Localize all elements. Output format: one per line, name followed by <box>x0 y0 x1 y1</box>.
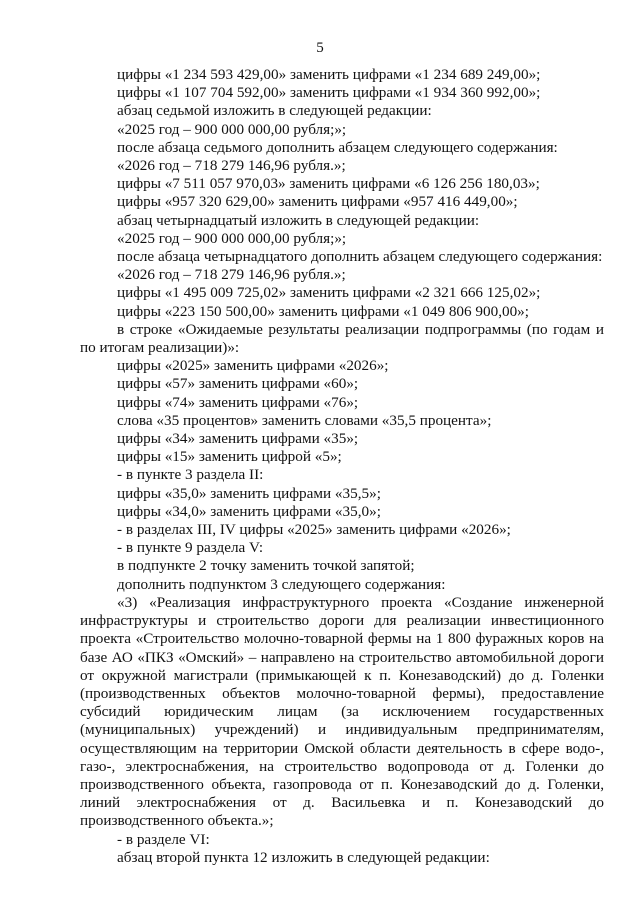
text-line: цифры «57» заменить цифрами «60»; <box>117 375 359 393</box>
text-line: производственного объекта.»; <box>80 812 274 830</box>
text-line: субсидий юридическим лицам (за исключением государственных <box>80 703 604 721</box>
text-line: газо-, электроснабжения, на строительство водопровода от д. Голенки до <box>80 757 604 775</box>
text-line: осуществляющим на территории Омской области деятельность в сфере водо-, <box>80 739 604 757</box>
text-line: цифры «34» заменить цифрами «35»; <box>117 430 359 448</box>
text-line: после абзаца четырнадцатого дополнить абзацем следующего содержания: <box>117 248 603 266</box>
document-body <box>80 66 604 867</box>
text-line: - в пункте 9 раздела V: <box>117 539 264 557</box>
text-line: цифры «1 234 593 429,00» заменить цифрами «1 234 689 249,00»; <box>117 66 541 83</box>
text-line: (муниципальных) учреждений) и индивидуальным предпринимателям, <box>80 721 604 739</box>
text-line: цифры «1 495 009 725,02» заменить цифрами «2 321 666 125,02»; <box>117 284 541 302</box>
text-line: «2026 год – 718 279 146,96 рубля.»; <box>117 157 346 175</box>
text-line: цифры «2025» заменить цифрами «2026»; <box>117 357 389 375</box>
text-line: в строке «Ожидаемые результаты реализации подпрограммы (по годам и <box>117 320 604 338</box>
text-line: после абзаца седьмого дополнить абзацем следующего содержания: <box>117 138 558 156</box>
text-line: - в пункте 3 раздела II: <box>117 466 264 484</box>
text-line: «2025 год – 900 000 000,00 рубля;»; <box>117 120 347 138</box>
text-line: цифры «35,0» заменить цифрами «35,5»; <box>117 484 381 502</box>
text-line: - в разделе VI: <box>117 830 210 848</box>
text-line: цифры «15» заменить цифрой «5»; <box>117 448 342 466</box>
text-line: абзац седьмой изложить в следующей редакции: <box>117 102 432 120</box>
text-line: «2026 год – 718 279 146,96 рубля.»; <box>117 266 346 284</box>
text-line: «3) «Реализация инфраструктурного проекта «Создание инженерной <box>117 593 604 611</box>
text-line: инфраструктуры и строительство дороги для реализации инвестиционного <box>80 612 604 630</box>
text-line: цифры «34,0» заменить цифрами «35,0»; <box>117 502 381 520</box>
text-line: (производственных объектов молочно-товарной фермы), предоставление <box>80 684 604 702</box>
text-line: абзац второй пункта 12 изложить в следующей редакции: <box>117 848 490 866</box>
text-line: цифры «74» заменить цифрами «76»; <box>117 393 359 411</box>
text-line: «2025 год – 900 000 000,00 рубля;»; <box>117 229 347 247</box>
text-line: цифры «957 320 629,00» заменить цифрами «957 416 449,00»; <box>117 193 518 211</box>
page-number: 5 <box>316 40 324 56</box>
text-line: линий электроснабжения от д. Васильевка и п. Конезаводский до <box>80 794 604 812</box>
text-line: цифры «223 150 500,00» заменить цифрами «1 049 806 900,00»; <box>117 302 529 320</box>
text-line: проекта «Строительство молочно-товарной фермы на 1 800 фуражных коров на <box>80 630 604 648</box>
text-line: абзац четырнадцатый изложить в следующей редакции: <box>117 211 480 229</box>
text-line: - в разделах III, IV цифры «2025» заменить цифрами «2026»; <box>117 521 511 539</box>
text-line: от окружной магистрали (примыкающей к п. Конезаводский) до д. Голенки <box>80 666 604 684</box>
text-line: цифры «1 107 704 592,00» заменить цифрами «1 934 360 992,00»; <box>117 84 541 102</box>
text-line: в подпункте 2 точку заменить точкой запятой; <box>117 557 415 575</box>
text-line: производственного объекта, газопровода от п. Конезаводский до д. Голенки, <box>80 775 604 793</box>
text-line: базе АО «ПКЗ «Омский» – направлено на строительство автомобильной дороги <box>80 648 604 666</box>
text-line: по итогам реализации)»: <box>80 339 240 357</box>
text-line: цифры «7 511 057 970,03» заменить цифрами «6 126 256 180,03»; <box>117 175 540 193</box>
text-line: дополнить подпунктом 3 следующего содержания: <box>117 575 446 593</box>
text-line: слова «35 процентов» заменить словами «35,5 процента»; <box>117 411 492 429</box>
